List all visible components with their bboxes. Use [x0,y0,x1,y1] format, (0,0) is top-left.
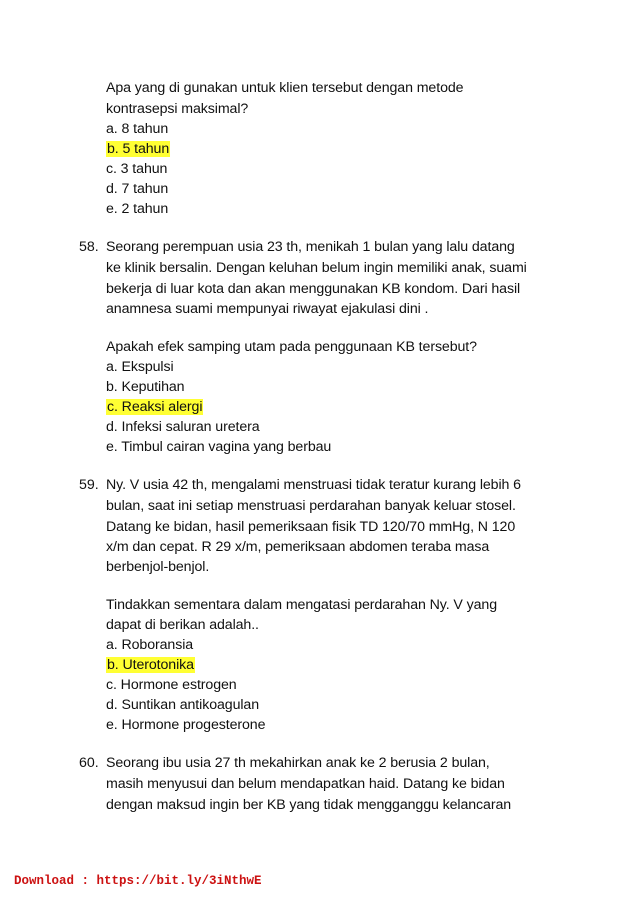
q59-option-c: c. Hormone estrogen [106,677,237,693]
q59-stem-line-1: Ny. V usia 42 th, mengalami menstruasi tidak teratur kurang lebih 6 [106,477,521,493]
q59-option-e: e. Hormone progesterone [106,717,266,733]
q59-number: 59. [79,477,99,493]
q59-stem-line-4: x/m dan cepat. R 29 x/m, pemeriksaan abdomen teraba masa [106,539,490,555]
q60-stem-line-3: dengan maksud ingin ber KB yang tidak mengganggu kelancaran [106,797,512,813]
q57-option-d: d. 7 tahun [106,181,169,197]
answer-highlight: b. Uterotonika [107,657,194,673]
q57-option-a: a. 8 tahun [106,121,169,137]
q58-stem-line-2: ke klinik bersalin. Dengan keluhan belum ingin memiliki anak, suami [106,260,527,276]
q57-option-c: c. 3 tahun [106,161,168,177]
q57-option-e: e. 2 tahun [106,201,169,217]
q60-number: 60. [79,755,99,771]
q59-stem-line-3: Datang ke bidan, hasil pemeriksaan fisik TD 120/70 mmHg, N 120 [106,519,516,535]
q59-stem-line-5: berbenjol-benjol. [106,559,210,575]
answer-highlight: b. 5 tahun [107,141,170,157]
q58-stem-line-3: bekerja di luar kota dan akan menggunakan KB kondom. Dari hasil [106,281,521,297]
q58-option-d: d. Infeksi saluran uretera [106,419,260,435]
download-link[interactable]: Download : https://bit.ly/3iNthwE [14,874,262,888]
answer-highlight: c. Reaksi alergi [107,399,203,415]
q58-option-e: e. Timbul cairan vagina yang berbau [106,439,332,455]
q58-number: 58. [79,239,99,255]
q57-stem-line-1: Apa yang di gunakan untuk klien tersebut dengan metode [106,80,464,96]
q57-stem-line-2: kontrasepsi maksimal? [106,101,249,117]
q59-option-d: d. Suntikan antikoagulan [106,697,259,713]
q59-option-b-answer [106,655,195,675]
q58-stem-line-1: Seorang perempuan usia 23 th, menikah 1 bulan yang lalu datang [106,239,515,255]
q60-stem-line-1: Seorang ibu usia 27 th mekahirkan anak ke 2 berusia 2 bulan, [106,755,490,771]
q58-stem-line-4: anamnesa suami mempunyai riwayat ejakulasi dini . [106,301,429,317]
q59-question-line-1: Tindakkan sementara dalam mengatasi perdarahan Ny. V yang [106,597,497,613]
q59-question-line-2: dapat di berikan adalah.. [106,617,259,633]
q58-option-b: b. Keputihan [106,379,185,395]
q58-question: Apakah efek samping utam pada penggunaan KB tersebut? [106,339,477,355]
q59-option-a: a. Roboransia [106,637,194,653]
q60-stem-line-2: masih menyusui dan belum mendapatkan haid. Datang ke bidan [106,776,505,792]
q58-option-c-answer [106,397,203,417]
q58-option-a: a. Ekspulsi [106,359,174,375]
q59-stem-line-2: bulan, saat ini setiap menstruasi perdarahan banyak keluar stosel. [106,498,516,514]
q57-option-b-answer [106,139,170,159]
